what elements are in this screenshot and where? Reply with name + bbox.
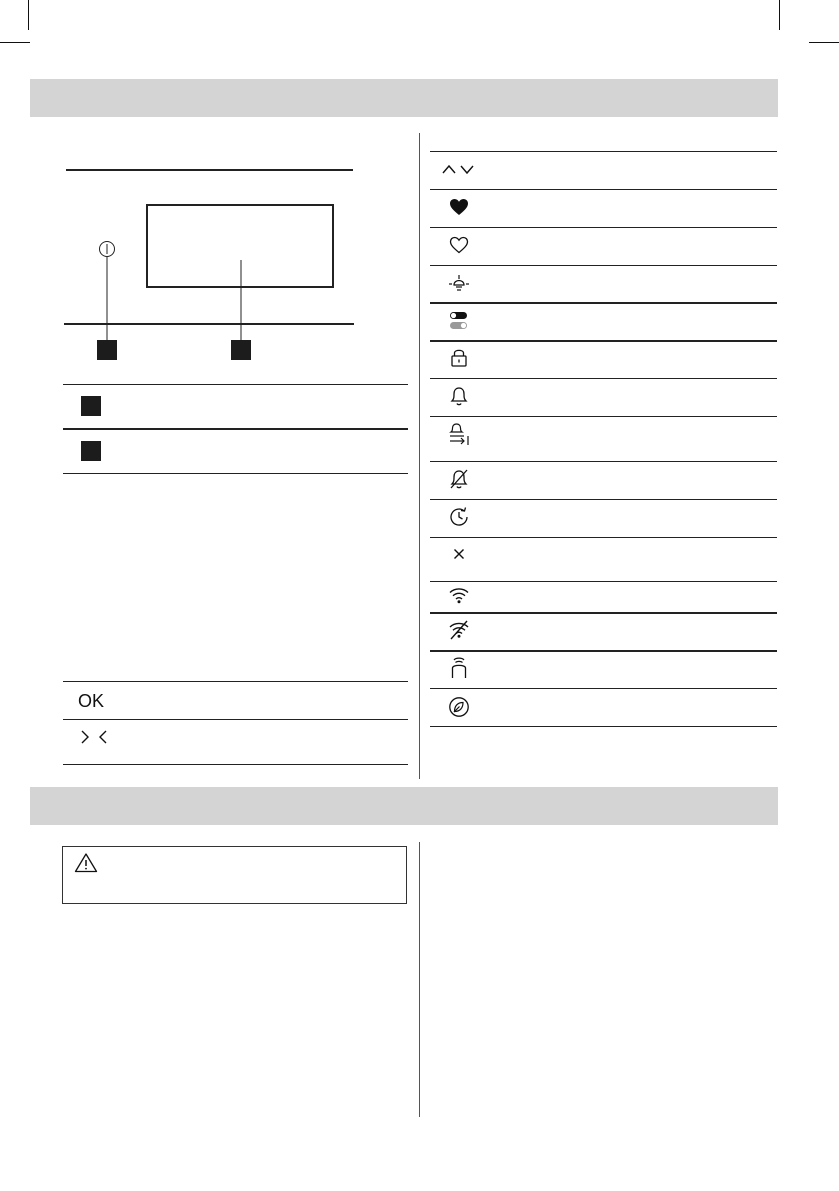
table-rule xyxy=(430,340,777,342)
lamp-icon xyxy=(447,273,471,295)
table-rule xyxy=(63,719,408,720)
table-rule xyxy=(430,688,777,689)
table-rule xyxy=(430,461,777,462)
bell-icon xyxy=(449,385,469,407)
chevron-up-down-icon xyxy=(441,162,477,176)
eco-leaf-icon xyxy=(448,696,470,718)
table-rule xyxy=(63,428,408,430)
chevron-right-left-icon xyxy=(80,729,110,745)
column-divider xyxy=(419,133,420,779)
table-rule xyxy=(430,499,777,500)
warning-box xyxy=(62,846,407,904)
section-header-band xyxy=(30,787,778,825)
table-rule xyxy=(63,681,408,682)
table-rule xyxy=(430,189,777,190)
callout-marker xyxy=(81,396,101,416)
table-rule xyxy=(430,378,777,379)
table-rule xyxy=(63,473,408,474)
close-icon xyxy=(453,548,465,560)
table-rule xyxy=(430,726,777,727)
bell-off-icon xyxy=(449,468,469,490)
table-rule xyxy=(430,265,777,266)
bell-skip-icon xyxy=(448,422,472,446)
crop-mark xyxy=(0,42,30,43)
lock-icon xyxy=(450,347,468,367)
crop-mark xyxy=(28,0,29,30)
table-rule xyxy=(430,650,777,652)
table-rule xyxy=(430,581,777,582)
wifi-icon xyxy=(449,587,469,604)
table-rule xyxy=(430,416,777,417)
hood-icon xyxy=(450,656,468,680)
table-rule xyxy=(430,537,777,538)
table-rule xyxy=(63,764,408,765)
control-panel-diagram xyxy=(60,160,360,365)
table-rule xyxy=(430,302,777,304)
table-rule xyxy=(430,612,777,614)
table-rule xyxy=(63,384,408,385)
timer-restart-icon xyxy=(448,506,470,528)
table-rule xyxy=(430,151,777,152)
callout-marker xyxy=(97,340,117,360)
callout-marker xyxy=(231,340,251,360)
wifi-off-icon xyxy=(448,620,470,640)
crop-mark xyxy=(809,42,839,43)
table-rule xyxy=(430,227,777,228)
section-header-band xyxy=(30,79,778,117)
ok-label: OK xyxy=(78,691,105,711)
heart-outline-icon xyxy=(449,236,469,254)
heart-filled-icon xyxy=(449,198,469,216)
callout-marker xyxy=(81,441,101,461)
crop-mark xyxy=(779,0,780,30)
toggle-icon xyxy=(449,311,469,331)
column-divider xyxy=(419,842,420,1117)
warning-triangle-icon xyxy=(74,852,98,873)
